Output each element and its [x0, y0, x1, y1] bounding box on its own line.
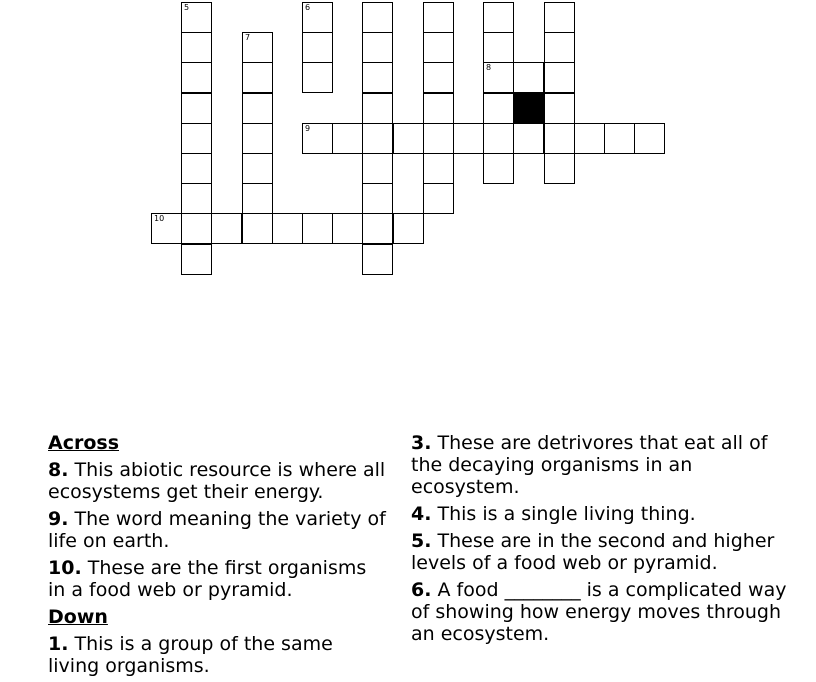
grid-cell[interactable]	[302, 2, 333, 33]
clue-down-1	[48, 633, 388, 677]
grid-cell[interactable]	[423, 2, 454, 33]
grid-cell[interactable]	[393, 123, 424, 154]
grid-cell[interactable]	[181, 244, 212, 275]
grid-cell[interactable]	[181, 213, 212, 244]
clue-number: 4.	[411, 503, 432, 525]
grid-cell[interactable]	[362, 93, 393, 124]
grid-cell[interactable]	[634, 123, 665, 154]
grid-cell[interactable]	[453, 123, 484, 154]
grid-cell[interactable]	[242, 32, 273, 63]
grid-cell[interactable]	[242, 153, 273, 184]
clue-number: 6.	[411, 579, 432, 601]
clue-across-10	[48, 557, 388, 601]
clue-down-4	[411, 503, 791, 525]
grid-cell[interactable]	[151, 213, 182, 244]
grid-cell[interactable]	[544, 153, 575, 184]
grid-cell[interactable]	[362, 2, 393, 33]
clue-down-5	[411, 530, 791, 574]
grid-black-cell	[513, 93, 544, 124]
grid-cell[interactable]	[574, 123, 605, 154]
grid-cell[interactable]	[362, 123, 393, 154]
grid-cell[interactable]	[362, 183, 393, 214]
clue-number-label: 8	[486, 63, 492, 72]
clue-number-label: 9	[305, 124, 311, 133]
grid-cell[interactable]	[332, 123, 363, 154]
clues-column-left	[48, 432, 388, 682]
grid-cell[interactable]	[302, 123, 333, 154]
grid-cell[interactable]	[483, 93, 514, 124]
clue-text: A food ________ is a complicated way of showing how energy moves through an ecosystem.	[411, 579, 787, 645]
clue-number: 1.	[48, 633, 69, 655]
clue-text: This is a single living thing.	[431, 503, 696, 525]
grid-cell[interactable]	[483, 32, 514, 63]
grid-cell[interactable]	[423, 153, 454, 184]
clue-number-label: 6	[305, 3, 311, 12]
grid-cell[interactable]	[544, 93, 575, 124]
grid-cell[interactable]	[362, 244, 393, 275]
clue-across-8	[48, 459, 388, 503]
grid-cell[interactable]	[181, 2, 212, 33]
grid-cell[interactable]	[242, 183, 273, 214]
grid-cell[interactable]	[483, 62, 514, 93]
grid-cell[interactable]	[483, 153, 514, 184]
grid-cell[interactable]	[483, 2, 514, 33]
grid-cell[interactable]	[544, 62, 575, 93]
crossword-grid	[0, 0, 816, 300]
clue-text: This abiotic resource is where all ecosystems get their energy.	[48, 459, 386, 503]
grid-cell[interactable]	[302, 62, 333, 93]
clue-number: 9.	[48, 508, 69, 530]
grid-cell[interactable]	[181, 32, 212, 63]
grid-cell[interactable]	[181, 123, 212, 154]
clue-text: These are the first organisms in a food web or pyramid.	[48, 557, 367, 601]
grid-cell[interactable]	[423, 32, 454, 63]
clue-text: These are in the second and higher levels of a food web or pyramid.	[411, 530, 775, 574]
clue-number: 8.	[48, 459, 69, 481]
grid-cell[interactable]	[513, 62, 544, 93]
grid-cell[interactable]	[181, 183, 212, 214]
grid-cell[interactable]	[423, 183, 454, 214]
clue-text: This is a group of the same living organisms.	[48, 633, 333, 677]
grid-cell[interactable]	[513, 123, 544, 154]
grid-cell[interactable]	[181, 153, 212, 184]
clue-number: 10.	[48, 557, 82, 579]
grid-cell[interactable]	[242, 62, 273, 93]
grid-cell[interactable]	[544, 2, 575, 33]
grid-cell[interactable]	[393, 213, 424, 244]
clue-down-3	[411, 432, 791, 498]
grid-cell[interactable]	[483, 123, 514, 154]
grid-cell[interactable]	[181, 93, 212, 124]
grid-cell[interactable]	[242, 213, 273, 244]
grid-cell[interactable]	[242, 123, 273, 154]
grid-cell[interactable]	[544, 123, 575, 154]
clue-number-label: 5	[184, 3, 190, 12]
clue-down-6	[411, 579, 791, 645]
grid-cell[interactable]	[362, 153, 393, 184]
grid-cell[interactable]	[423, 93, 454, 124]
grid-cell[interactable]	[332, 213, 363, 244]
grid-cell[interactable]	[423, 62, 454, 93]
grid-cell[interactable]	[362, 213, 393, 244]
clue-number: 5.	[411, 530, 432, 552]
grid-cell[interactable]	[302, 213, 333, 244]
clue-number-label: 7	[245, 33, 251, 42]
grid-cell[interactable]	[272, 213, 303, 244]
grid-cell[interactable]	[211, 213, 242, 244]
down-heading: Down	[48, 606, 108, 628]
clue-across-9	[48, 508, 388, 552]
clue-text: The word meaning the variety of life on earth.	[48, 508, 386, 552]
grid-cell[interactable]	[181, 62, 212, 93]
clue-number: 3.	[411, 432, 432, 454]
grid-cell[interactable]	[423, 123, 454, 154]
grid-cell[interactable]	[604, 123, 635, 154]
clue-text: These are detrivores that eat all of the decaying organisms in an ecosystem.	[411, 432, 768, 498]
grid-cell[interactable]	[242, 93, 273, 124]
grid-cell[interactable]	[302, 32, 333, 63]
grid-cell[interactable]	[362, 62, 393, 93]
grid-cell[interactable]	[362, 32, 393, 63]
grid-cell[interactable]	[544, 32, 575, 63]
across-heading: Across	[48, 432, 120, 454]
clue-number-label: 10	[154, 214, 165, 223]
clues-column-right	[411, 432, 791, 650]
